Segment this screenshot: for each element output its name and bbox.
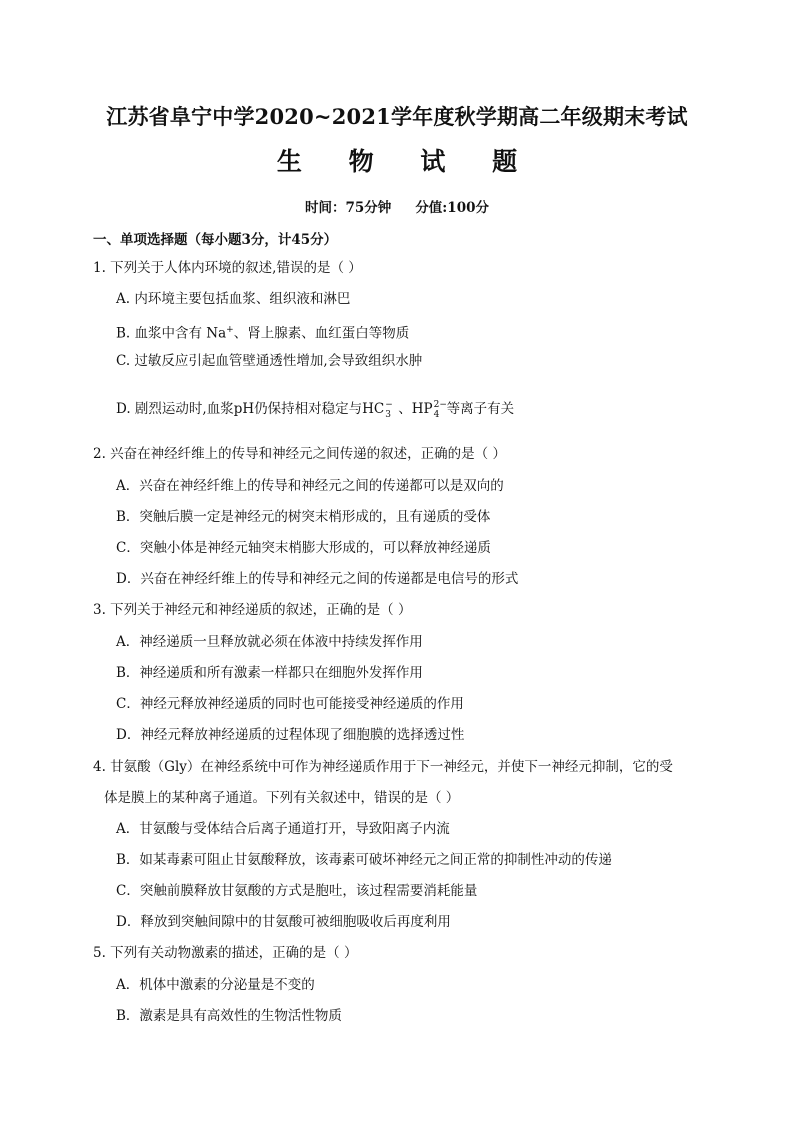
subject-char: 试 bbox=[420, 147, 446, 176]
exam-meta bbox=[0, 196, 794, 216]
question-4-option-a: A．甘氨酸与受体结合后离子通道打开，导致阳离子内流 bbox=[116, 821, 450, 837]
question-5-option-a: A．机体中激素的分泌量是不变的 bbox=[116, 977, 315, 993]
question-3-option-a: A．神经递质一旦释放就必须在体液中持续发挥作用 bbox=[116, 634, 423, 650]
subject-title bbox=[0, 142, 794, 178]
hydrogen-phosphate-formula: 2− 4 bbox=[433, 400, 447, 420]
question-1-option-a: A. 内环境主要包括血浆、组织液和淋巴 bbox=[116, 291, 351, 307]
question-3-option-d: D．神经元释放神经递质的过程体现了细胞膜的选择透过性 bbox=[116, 727, 465, 743]
exam-score: 分值:100分 bbox=[415, 200, 489, 216]
question-2-option-c: C．突触小体是神经元轴突末梢膨大形成的，可以释放神经递质 bbox=[116, 540, 491, 556]
exam-title: 江苏省阜宁中学2020~2021学年度秋学期高二年级期末考试 bbox=[106, 104, 688, 129]
question-4-stem-line-2: 体是膜上的某种离子通道。下列有关叙述中，错误的是（ ） bbox=[104, 790, 460, 806]
exam-time: 时间：75分钟 bbox=[305, 200, 392, 216]
section-title: 一、单项选择题（每小题3分，计45分） bbox=[93, 232, 338, 248]
subject-char: 题 bbox=[492, 147, 518, 176]
question-4-option-b: B．如某毒素可阻止甘氨酸释放，该毒素可破坏神经元之间正常的抑制性冲动的传递 bbox=[116, 852, 612, 868]
question-2-stem: 2. 兴奋在神经纤维上的传导和神经元之间传递的叙述，正确的是（ ） bbox=[93, 446, 506, 462]
subject-char: 物 bbox=[348, 147, 374, 176]
question-2-option-d: D．兴奋在神经纤维上的传导和神经元之间的传递都是电信号的形式 bbox=[116, 571, 519, 587]
question-5-option-b: B．激素是具有高效性的生物活性物质 bbox=[116, 1008, 342, 1024]
question-4-stem-line-1: 4. 甘氨酸（Gly）在神经系统中可作为神经递质作用于下一神经元，并使下一神经元抑制，它的受 bbox=[93, 759, 673, 775]
question-4-option-d: D．释放到突触间隙中的甘氨酸可被细胞吸收后再度利用 bbox=[116, 914, 451, 930]
question-3-option-b: B．神经递质和所有激素一样都只在细胞外发挥作用 bbox=[116, 665, 423, 681]
bicarbonate-formula: − 3 bbox=[385, 400, 393, 420]
question-3-option-c: C．神经元释放神经递质的同时也可能接受神经递质的作用 bbox=[116, 696, 464, 712]
question-3-stem: 3. 下列关于神经元和神经递质的叙述，正确的是（ ） bbox=[93, 602, 412, 618]
question-1-stem: 1. 下列关于人体内环境的叙述,错误的是（ ） bbox=[93, 260, 362, 276]
question-4-option-c: C．突触前膜释放甘氨酸的方式是胞吐，该过程需要消耗能量 bbox=[116, 883, 478, 899]
subject-char: 生 bbox=[276, 147, 302, 176]
question-2-option-b: B．突触后膜一定是神经元的树突末梢形成的，且有递质的受体 bbox=[116, 509, 491, 525]
question-1-option-d: D. 剧烈运动时,血浆pH仍保持相对稳定与HC − 3 、HP 2− 4 等离子有关 bbox=[116, 400, 515, 420]
question-1-option-c: C. 过敏反应引起血管壁通透性增加,会导致组织水肿 bbox=[116, 353, 423, 369]
question-5-stem: 5. 下列有关动物激素的描述，正确的是（ ） bbox=[93, 945, 358, 961]
question-1-option-b: B. 血浆中含有 Na+、肾上腺素、血红蛋白等物质 bbox=[116, 325, 410, 342]
question-2-option-a: A．兴奋在神经纤维上的传导和神经元之间的传递都可以是双向的 bbox=[116, 478, 504, 494]
